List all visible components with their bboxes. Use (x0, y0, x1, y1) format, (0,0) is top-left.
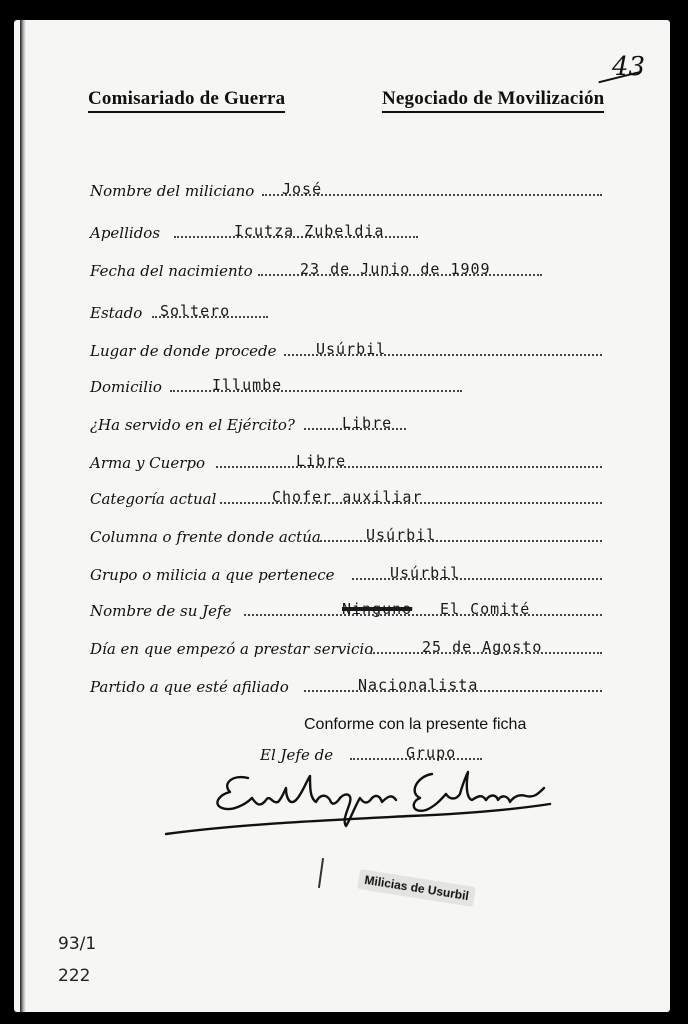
field-nombre-jefe (90, 594, 602, 624)
field-value: Libre (342, 414, 393, 432)
field-value: 23 de Junio de 1909 (300, 260, 491, 278)
field-label: Categoría actual (90, 490, 217, 508)
field-label: Estado (90, 304, 143, 322)
header-comisariado: Comisariado de Guerra (88, 88, 285, 113)
field-domicilio (90, 370, 602, 400)
field-value: Usúrbil (366, 526, 437, 544)
jefe-de-label: El Jefe de (260, 746, 334, 764)
field-label: ¿Ha servido en el Ejército? (90, 416, 295, 434)
pencil-note: 222 (58, 966, 91, 986)
field-label: Nombre del miliciano (90, 182, 255, 200)
field-value: José (282, 180, 323, 198)
field-label: Columna o frente donde actúa (90, 528, 321, 546)
card-edge-shadow (20, 20, 26, 1012)
jefe-de-value: Grupo (406, 744, 457, 762)
field-columna-frente (90, 520, 602, 550)
field-grupo-milicia (90, 558, 602, 588)
field-label: Nombre de su Jefe (90, 602, 232, 620)
field-value: Chofer auxiliar (272, 488, 423, 506)
field-label: Grupo o milicia a que pertenece (90, 566, 335, 584)
record-card (14, 20, 670, 1012)
field-fecha-nacimiento (90, 254, 602, 284)
field-value: El Comité (440, 600, 531, 618)
field-estado (90, 296, 602, 326)
field-label: Apellidos (90, 224, 161, 242)
field-label: Fecha del nacimiento (90, 262, 253, 280)
field-value: Soltero (160, 302, 231, 320)
field-arma-cuerpo (90, 446, 602, 476)
field-label: Día en que empezó a prestar servicio (90, 640, 374, 658)
dotted-line (244, 614, 602, 616)
struck-value: Ninguno (342, 600, 413, 618)
folio-number: 43 (612, 52, 646, 82)
field-label: Arma y Cuerpo (90, 454, 205, 472)
field-dia-servicio (90, 632, 602, 662)
dotted-line (216, 466, 602, 468)
field-label: Partido a que esté afiliado (90, 678, 289, 696)
field-value: Nacionalista (358, 676, 479, 694)
field-label: Domicilio (90, 378, 162, 396)
field-partido (90, 670, 602, 700)
field-value: Libre (296, 452, 347, 470)
header-negociado: Negociado de Movilización (382, 88, 604, 113)
field-nombre (90, 174, 602, 204)
field-value: Illumbe (212, 376, 283, 394)
field-categoria (90, 482, 602, 512)
field-lugar-procede (90, 334, 602, 364)
field-apellidos (90, 216, 602, 246)
pencil-note: 93/1 (58, 934, 97, 954)
field-label: Lugar de donde procede (90, 342, 277, 360)
field-value: Usúrbil (316, 340, 387, 358)
conforme-text: Conforme con la presente ficha (304, 716, 527, 733)
field-servido-ejercito (90, 408, 602, 438)
dotted-line (320, 540, 602, 542)
stamp-text: Milicias de Usurbil (363, 872, 470, 904)
field-value: 25 de Agosto (422, 638, 543, 656)
handwritten-signature (160, 764, 560, 844)
field-value: Icutza Zubeldia (234, 222, 385, 240)
field-value: Usúrbil (390, 564, 461, 582)
